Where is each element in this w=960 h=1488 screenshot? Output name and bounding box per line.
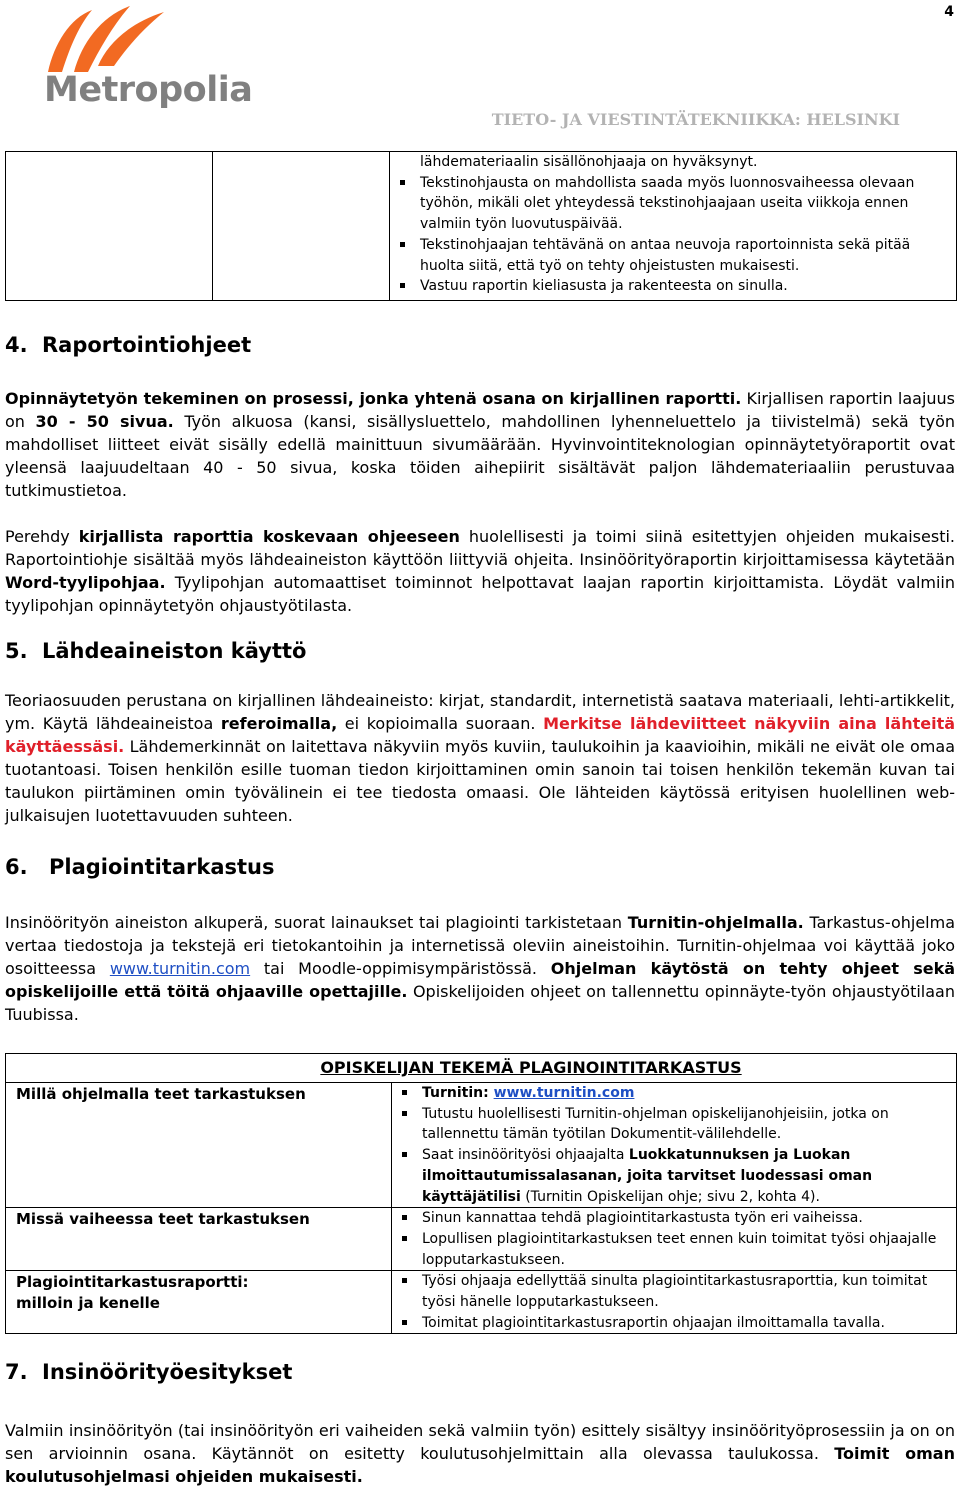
row-label-report [6, 1271, 392, 1334]
bold-text: Turnitin-ohjelmalla. [627, 913, 804, 932]
notes-list [390, 173, 952, 297]
paragraph-sources [5, 689, 955, 827]
table-cell-empty-1 [6, 152, 213, 301]
section-heading-7 [5, 1360, 292, 1384]
department-header: TIETO- JA VIESTINTÄTEKNIIKKA: HELSINKI [491, 110, 900, 129]
list-item: Toimitat plagiointitarkastusraportin ohjaajan ilmoittamalla tavalla. [392, 1313, 942, 1334]
list-item: Tutustu huolellisesti Turnitin-ohjelman opiskelijanohjeisiin, jotka on tallennettu tämän työtilan Dokumentit-välilehdelle. [392, 1104, 942, 1145]
bold-text: Opinnäytetyön tekeminen on prosessi, jonka yhtenä osana on kirjallinen raportti. [5, 389, 742, 408]
text: Työn alkuosa (kansi, sisällysluettelo, mahdollinen lyhenneluettelo ja tiivistelmä) sekä työn mahdolliset liitteet eivät sisälly edellä mainittuun sivumäärään. Hyvinvointiteknologian opinnäytetyöraportit ovat yleensä laajuudeltaan 40 - 50 sivua, koska töiden aihepiirit sisältävät paljon lähdemateriaaliin perustuvaa tutkimustietoa. [5, 412, 955, 500]
row-content-report [392, 1271, 957, 1334]
bold-text: 30 - 50 sivua. [35, 412, 174, 431]
text: huolellisesti ja toimi siinä esitettyjen ohjeiden mukaisesti. Raportointiohje sisältää myös lähdeaineiston käyttöön liittyviä ohjeita. Insinöörityöraportin kirjoittamisessa käytetään [5, 527, 955, 569]
page-number: 4 [944, 4, 954, 20]
text: Teoriaosuuden perustana on kirjallinen lähdeaineisto: kirjat, standardit, internetistä saatava materiaali, lehti-artikkelit, ym. Käytä lähdeaineistoa [5, 691, 955, 733]
text: Lähdemerkinnät on laitettava näkyviin myös kuviin, taulukoihin ja kaavioihin, mikäli ne eivät ole omaa tuotantoasi. Toisen henkilön esille tuoman tiedon kirjoittaminen omin sanoin tai toisen henkilön tekemän kuvan tai taulukon piirtäminen omin työvälinein ei tee tiedosta omaasi. Ole lähteiden käytössä erityisen huolellinen web-julkaisujen luotettavuuden suhteen. [5, 737, 955, 825]
metropolia-logo [40, 4, 253, 112]
when-list [392, 1208, 942, 1270]
row-content-when [392, 1208, 957, 1271]
text: Insinöörityön aineiston alkuperä, suorat lainaukset tai plagiointi tarkistetaan [5, 913, 628, 932]
text: Perehdy [5, 527, 79, 546]
paragraph-plagiarism [5, 911, 955, 1026]
paragraph-report-scope [5, 387, 955, 502]
section-title: Insinöörityöesitykset [42, 1360, 293, 1384]
list-item: lähdemateriaalin sisällönohjaaja on hyväksynyt. [420, 154, 758, 170]
section-number: 4. [5, 333, 28, 357]
plagiarism-table-caption: OPISKELIJAN TEKEMÄ PLAGINOINTITARKASTUS [6, 1054, 957, 1083]
turnitin-table-link[interactable]: www.turnitin.com [493, 1085, 635, 1101]
list-item: Lopullisen plagiointitarkastuksen teet ennen kuin toimitat työsi ohjaajalle lopputarkastukseen. [392, 1229, 942, 1270]
bold-text: Turnitin: [422, 1085, 494, 1101]
list-item [392, 1145, 942, 1207]
label-line: Plagiointitarkastusraportti: [16, 1273, 249, 1292]
program-list [392, 1083, 942, 1207]
table-cell-empty-2 [213, 152, 390, 301]
bold-text: kirjallista raporttia koskevaan ohjeeseen [78, 527, 460, 546]
list-item: Vastuu raportin kieliasusta ja rakenteesta on sinulla. [390, 276, 952, 297]
text: Tarkastus-ohjelma vertaa tiedostoja ja tekstejä eri tietokantoihin ja internetissä oleviin aineistoihin. Turnitin-ohjelmaa voi käyttää joko osoitteessa [5, 913, 956, 978]
text: (Turnitin Opiskelijan ohje; sivu 2, kohta 4). [520, 1188, 820, 1205]
highlight-text: Merkitse lähdeviitteet näkyviin aina lähteitä käyttäessäsi. [5, 714, 956, 756]
bold-text: Luokkatunnuksen ja Luokan ilmoittautumissalasanan, joita tarvitset luodessasi oman käyttäjätilisi [422, 1147, 873, 1205]
list-item [392, 1083, 942, 1104]
bold-text: Toimit oman koulutusohjelmasi ohjeiden mukaisesti. [5, 1444, 955, 1486]
text: ei kopioimalla suoraan. [337, 714, 544, 733]
text: Valmiin insinöörityön (tai insinöörityön eri vaiheiden sekä valmiin työn) esittely sisältyy insinöörityöprosessiin ja on on sen arvioinnin osana. Käytännöt on esitetty koulutusohjelmittain alla olevassa taulukossa. [5, 1421, 955, 1463]
section-heading-5 [5, 639, 306, 663]
list-item: Tekstinohjaajan tehtävänä on antaa neuvoja raportoinnista sekä pitää huolta siitä, että työ on tehty ohjeistusten mukaisesti. [390, 235, 952, 276]
text: Saat insinöörityösi ohjaajalta [422, 1147, 629, 1164]
bold-text: Word-tyylipohjaa. [5, 573, 166, 592]
table-cell-notes [390, 152, 957, 301]
text: Tyylipohjan automaattiset toiminnot helpottavat laajan raportin kirjoittamista. Löydät valmiin tyylipohjan opinnäytetyön ohjaustyötilasta. [5, 573, 955, 615]
section-number: 7. [5, 1360, 28, 1384]
list-item: Työsi ohjaaja edellyttää sinulta plagiointitarkastusraporttia, kun toimitat työsi hänelle lopputarkastukseen. [392, 1271, 942, 1312]
plagiarism-table [5, 1053, 957, 1334]
section-title: Lähdeaineiston käyttö [42, 639, 307, 663]
list-item: Tekstinohjausta on mahdollista saada myös luonnosvaiheessa olevaan työhön, mikäli olet yhteydessä tekstinohjaajaan useita viikkoja ennen valmiin työn luovutuspäivää. [390, 173, 952, 235]
section-title: Raportointiohjeet [42, 333, 252, 357]
bold-text: Ohjelman käytöstä on tehty ohjeet sekä opiskelijoille että töitä ohjaaville opettajille. [5, 959, 956, 1001]
row-content-program [392, 1083, 957, 1208]
section-number: 5. [5, 639, 28, 663]
bold-text: referoimalla, [220, 714, 338, 733]
text: tai Moodle-oppimisympäristössä. [250, 959, 551, 978]
paragraph-presentations [5, 1419, 955, 1488]
section-title: Plagiointitarkastus [49, 855, 275, 879]
section-heading-4 [5, 333, 251, 357]
paragraph-report-template [5, 525, 955, 617]
logo-wordmark: Metropolia [44, 70, 253, 110]
continuation-table [5, 151, 957, 301]
turnitin-link[interactable]: www.turnitin.com [109, 959, 251, 978]
label-line: milloin ja kenelle [16, 1293, 160, 1312]
row-label-when: Missä vaiheessa teet tarkastuksen [6, 1208, 392, 1271]
list-item: Sinun kannattaa tehdä plagiointitarkastusta työn eri vaiheissa. [392, 1208, 942, 1229]
text: Opiskelijoiden ohjeet on tallennettu opinnäyte-työn ohjaustyötilaan Tuubissa. [5, 982, 955, 1024]
section-number: 6. [5, 855, 28, 879]
section-heading-6 [5, 855, 275, 879]
text: Kirjallisen raportin laajuus on [5, 389, 956, 431]
row-label-program: Millä ohjelmalla teet tarkastuksen [6, 1083, 392, 1208]
report-list [392, 1271, 942, 1333]
